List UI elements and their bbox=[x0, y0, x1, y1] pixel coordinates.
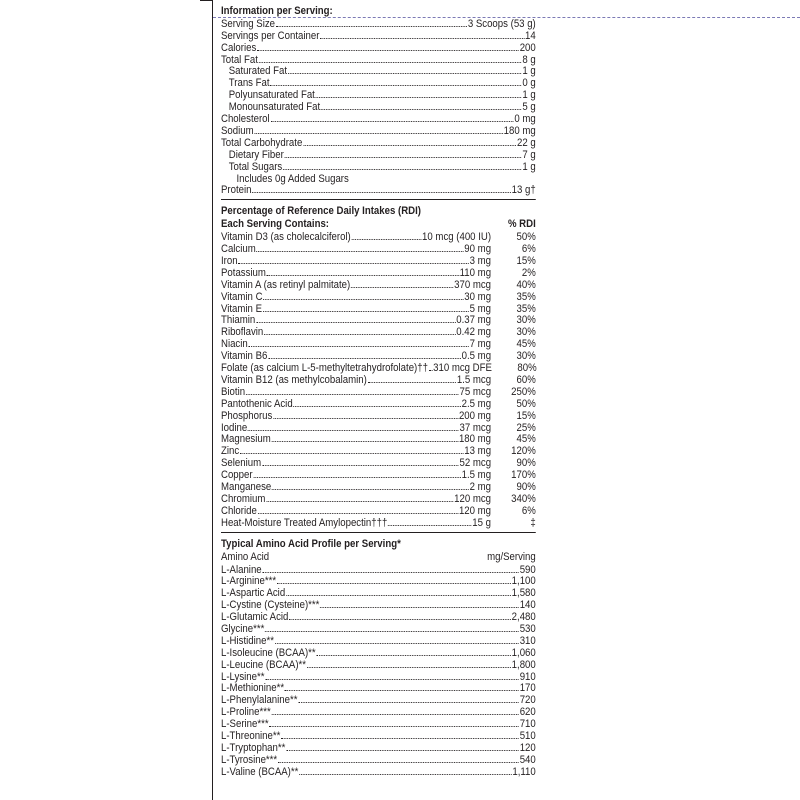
amino-row-name: L-Serine*** bbox=[221, 718, 269, 731]
info-row-value: 8 g bbox=[522, 53, 536, 66]
rdi-row bbox=[221, 493, 536, 505]
amino-row-value: 540 bbox=[519, 753, 536, 766]
rdi-rows bbox=[221, 231, 536, 528]
amino-row-value: 510 bbox=[519, 729, 536, 742]
rdi-row bbox=[221, 386, 536, 398]
leader-dots bbox=[271, 121, 514, 122]
rdi-row bbox=[221, 398, 536, 410]
leader-dots bbox=[278, 762, 519, 763]
rdi-row-pct: 6% bbox=[521, 243, 536, 256]
rdi-row-pct: 90% bbox=[516, 457, 536, 470]
info-row-value: 1 g bbox=[522, 89, 536, 102]
amino-row-name: L-Arginine*** bbox=[221, 575, 277, 588]
info-row-value: 1 g bbox=[522, 65, 536, 78]
rdi-row-name: Chloride bbox=[221, 504, 257, 517]
rdi-row-name: Biotin bbox=[221, 385, 246, 398]
amino-row bbox=[221, 683, 536, 695]
amino-title: Typical Amino Acid Profile per Serving* bbox=[221, 537, 401, 550]
leader-dots bbox=[286, 595, 511, 596]
rdi-title: Percentage of Reference Daily Intakes (RDI) bbox=[221, 205, 421, 218]
leader-dots bbox=[259, 62, 522, 63]
info-row-name: Saturated Fat bbox=[228, 65, 288, 78]
info-row-value: 0 mg bbox=[514, 113, 536, 126]
amino-row bbox=[221, 647, 536, 659]
rdi-row bbox=[221, 291, 536, 303]
leader-dots bbox=[238, 263, 468, 264]
rdi-row bbox=[221, 243, 536, 255]
leader-dots bbox=[307, 667, 511, 668]
amino-header bbox=[221, 551, 536, 564]
rdi-row-pct: 120% bbox=[511, 445, 536, 458]
rdi-row-value: 200 mg bbox=[458, 409, 492, 422]
rdi-row-pct: 45% bbox=[516, 433, 536, 446]
amino-row bbox=[221, 623, 536, 635]
leader-dots bbox=[276, 26, 467, 27]
frame-left-border bbox=[212, 0, 213, 800]
amino-row-value: 140 bbox=[519, 599, 536, 612]
rdi-row-pct: 170% bbox=[511, 469, 536, 482]
rdi-row-name: Pantothenic Acid bbox=[221, 397, 293, 410]
amino-col-header-mg: mg/Serving bbox=[487, 550, 536, 563]
amino-row-value: 590 bbox=[519, 563, 536, 576]
rdi-row-name: Copper bbox=[221, 469, 253, 482]
leader-dots bbox=[368, 382, 456, 383]
amino-row-value: 120 bbox=[519, 741, 536, 754]
leader-dots bbox=[265, 679, 518, 680]
info-row-name: Trans Fat bbox=[228, 77, 270, 90]
amino-row-name: L-Aspartic Acid bbox=[221, 587, 286, 600]
leader-dots bbox=[320, 38, 524, 39]
leader-dots bbox=[272, 489, 469, 490]
rdi-row bbox=[221, 374, 536, 386]
rdi-row-pct: 15% bbox=[516, 409, 536, 422]
rdi-row-name: Phosphorus bbox=[221, 409, 273, 422]
amino-row-value: 620 bbox=[519, 706, 536, 719]
amino-row-name: L-Isoleucine (BCAA)** bbox=[221, 646, 316, 659]
leader-dots bbox=[264, 334, 455, 335]
info-row-name: Total Carbohydrate bbox=[221, 136, 303, 149]
rdi-row bbox=[221, 338, 536, 350]
rdi-row-pct: 35% bbox=[516, 302, 536, 315]
amino-row-value: 1,060 bbox=[511, 646, 536, 659]
amino-row-name: L-Leucine (BCAA)** bbox=[221, 658, 307, 671]
rdi-row-name: Iron bbox=[221, 255, 238, 268]
amino-row bbox=[221, 671, 536, 683]
leader-dots bbox=[272, 441, 458, 442]
info-row-name: Monounsaturated Fat bbox=[228, 101, 321, 114]
rdi-row bbox=[221, 303, 536, 315]
leader-dots bbox=[253, 477, 460, 478]
rdi-row-name: Vitamin C bbox=[221, 290, 263, 303]
amino-row bbox=[221, 730, 536, 742]
leader-dots bbox=[299, 774, 511, 775]
amino-row-value: 170 bbox=[519, 682, 536, 695]
amino-row-value: 1,110 bbox=[512, 765, 536, 778]
rdi-row-name: Thiamin bbox=[221, 314, 256, 327]
rdi-row bbox=[221, 505, 536, 517]
info-row-value: 180 mg bbox=[503, 124, 536, 137]
amino-row bbox=[221, 694, 536, 706]
leader-dots bbox=[263, 572, 519, 573]
rdi-row-value: 75 mcg bbox=[459, 385, 492, 398]
info-row-name: Calories bbox=[221, 41, 257, 54]
info-row bbox=[221, 77, 536, 89]
leader-dots bbox=[285, 157, 522, 158]
rdi-row-value: 370 mcg bbox=[454, 278, 492, 291]
rdi-row bbox=[221, 517, 536, 529]
amino-row-value: 2,480 bbox=[511, 611, 536, 624]
leader-dots bbox=[303, 145, 516, 146]
leader-dots bbox=[281, 738, 519, 739]
leader-dots bbox=[252, 192, 510, 193]
rdi-col-header-nutrient: Each Serving Contains: bbox=[221, 218, 329, 231]
info-row bbox=[221, 101, 536, 113]
info-row-name: Dietary Fiber bbox=[228, 148, 284, 161]
amino-row-name: L-Tryptophan** bbox=[221, 741, 286, 754]
amino-row-value: 1,580 bbox=[511, 587, 536, 600]
info-row-name: Servings per Container bbox=[221, 29, 320, 42]
amino-row-name: L-Methionine** bbox=[221, 682, 285, 695]
leader-dots bbox=[285, 690, 519, 691]
leader-dots bbox=[254, 133, 502, 134]
info-row bbox=[221, 89, 536, 101]
rdi-row-pct: 30% bbox=[516, 326, 536, 339]
info-row bbox=[221, 113, 536, 125]
amino-row-value: 310 bbox=[519, 634, 536, 647]
leader-dots bbox=[258, 513, 458, 514]
rdi-row bbox=[221, 362, 536, 374]
info-row-value: 14 bbox=[525, 29, 536, 42]
supplement-facts-panel bbox=[221, 4, 536, 778]
leader-dots bbox=[388, 525, 471, 526]
rdi-col-header-pct: % RDI bbox=[507, 218, 536, 231]
leader-dots bbox=[288, 73, 522, 74]
leader-dots bbox=[263, 311, 469, 312]
rdi-row bbox=[221, 231, 536, 243]
rdi-row-name: Vitamin B6 bbox=[221, 350, 268, 363]
rdi-row-value: 3 mg bbox=[469, 255, 492, 268]
leader-dots bbox=[316, 97, 522, 98]
rdi-row bbox=[221, 410, 536, 422]
info-row-name: Total Fat bbox=[221, 53, 258, 66]
amino-row-value: 910 bbox=[519, 670, 536, 683]
leader-dots bbox=[351, 287, 453, 288]
amino-row-name: L-Lysine** bbox=[221, 670, 265, 683]
rdi-row-pct: 30% bbox=[516, 350, 536, 363]
protein-row bbox=[221, 184, 536, 196]
rdi-row-name: Magnesium bbox=[221, 433, 271, 446]
rdi-row-name: Riboflavin bbox=[221, 326, 264, 339]
info-row-name: Cholesterol bbox=[221, 113, 270, 126]
amino-row-name: L-Glutamic Acid bbox=[221, 611, 289, 624]
rdi-row-name: Vitamin A (as retinyl palmitate) bbox=[221, 278, 351, 291]
rdi-row-value: 10 mcg (400 IU) bbox=[422, 231, 492, 244]
leader-dots bbox=[321, 109, 521, 110]
leader-dots bbox=[263, 299, 463, 300]
rdi-row-pct: 80% bbox=[517, 362, 537, 375]
rdi-row-value: 37 mcg bbox=[459, 421, 492, 434]
rdi-row-name: Potassium bbox=[221, 266, 266, 279]
rdi-row-value: 0.42 mg bbox=[456, 326, 492, 339]
rdi-row-value: 1.5 mcg bbox=[456, 373, 492, 386]
rdi-row-pct: 45% bbox=[516, 338, 536, 351]
added-sugars-note: Includes 0g Added Sugars bbox=[236, 172, 349, 185]
rdi-row-value: 310 mcg DFE bbox=[433, 362, 492, 375]
rdi-row-pct: 30% bbox=[516, 314, 536, 327]
amino-row bbox=[221, 635, 536, 647]
info-row-value: 22 g bbox=[517, 136, 536, 149]
rdi-row-pct: 25% bbox=[516, 421, 536, 434]
rdi-row-value: 0.37 mg bbox=[456, 314, 492, 327]
rdi-row-name: Zinc bbox=[221, 445, 240, 458]
leader-dots bbox=[277, 583, 511, 584]
info-rows bbox=[221, 18, 536, 173]
rdi-row-pct: 60% bbox=[516, 373, 536, 386]
info-row bbox=[221, 54, 536, 66]
leader-dots bbox=[240, 453, 463, 454]
info-row-value: 1 g bbox=[522, 160, 536, 173]
rdi-row-pct: 90% bbox=[516, 480, 536, 493]
info-row-value: 3 Scoops (53 g) bbox=[467, 17, 536, 30]
amino-row-value: 1,100 bbox=[511, 575, 536, 588]
amino-row-name: L-Tyrosine*** bbox=[221, 753, 278, 766]
rdi-header bbox=[221, 218, 536, 231]
amino-row-name: L-Cystine (Cysteine)*** bbox=[221, 599, 320, 612]
rdi-row-name: Iodine bbox=[221, 421, 248, 434]
rdi-row-pct: 40% bbox=[516, 278, 536, 291]
info-row-value: 5 g bbox=[522, 101, 536, 114]
rdi-row-pct: 250% bbox=[511, 385, 536, 398]
amino-rows bbox=[221, 564, 536, 778]
info-row bbox=[221, 161, 536, 173]
leader-dots bbox=[267, 275, 459, 276]
protein-name: Protein bbox=[221, 184, 252, 197]
rdi-row-value: 52 mcg bbox=[459, 457, 492, 470]
rdi-row-pct: 15% bbox=[516, 255, 536, 268]
rdi-row bbox=[221, 422, 536, 434]
info-row-name: Polyunsaturated Fat bbox=[228, 89, 315, 102]
amino-row bbox=[221, 766, 536, 778]
leader-dots bbox=[268, 358, 461, 359]
leader-dots bbox=[272, 714, 519, 715]
rdi-row bbox=[221, 315, 536, 327]
amino-row bbox=[221, 599, 536, 611]
leader-dots bbox=[257, 50, 519, 51]
protein-value: 13 g† bbox=[511, 184, 536, 197]
rdi-row-value: 5 mg bbox=[469, 302, 492, 315]
rdi-row-pct: 35% bbox=[516, 290, 536, 303]
leader-dots bbox=[248, 430, 459, 431]
rdi-row-value: 7 mg bbox=[469, 338, 492, 351]
leader-dots bbox=[257, 251, 464, 252]
section-rule bbox=[221, 532, 536, 533]
rdi-row bbox=[221, 434, 536, 446]
info-row bbox=[221, 30, 536, 42]
rdi-row bbox=[221, 457, 536, 469]
rdi-row-value: 1.5 mg bbox=[461, 469, 492, 482]
rdi-row-name: Calcium bbox=[221, 243, 256, 256]
leader-dots bbox=[283, 169, 521, 170]
rdi-row-pct: 50% bbox=[516, 231, 536, 244]
rdi-row bbox=[221, 350, 536, 362]
leader-dots bbox=[269, 726, 518, 727]
rdi-row-value: 90 mg bbox=[464, 243, 492, 256]
rdi-row-value: 13 mg bbox=[464, 445, 492, 458]
rdi-row-pct: 6% bbox=[521, 504, 536, 517]
rdi-row-value: 30 mg bbox=[464, 290, 492, 303]
rdi-row bbox=[221, 445, 536, 457]
amino-row-name: L-Histidine** bbox=[221, 634, 274, 647]
amino-row bbox=[221, 587, 536, 599]
amino-row-name: Glycine*** bbox=[221, 622, 265, 635]
rdi-row bbox=[221, 267, 536, 279]
leader-dots bbox=[265, 631, 519, 632]
amino-row-value: 720 bbox=[519, 694, 536, 707]
section-rule bbox=[221, 199, 536, 200]
amino-row bbox=[221, 754, 536, 766]
amino-row-name: L-Alanine bbox=[221, 563, 262, 576]
amino-row-value: 530 bbox=[519, 622, 536, 635]
leader-dots bbox=[270, 85, 521, 86]
rdi-row bbox=[221, 469, 536, 481]
info-row-name: Serving Size bbox=[221, 17, 276, 30]
amino-col-header-acid: Amino Acid bbox=[221, 550, 270, 563]
rdi-row bbox=[221, 481, 536, 493]
amino-row bbox=[221, 718, 536, 730]
rdi-row-name: Niacin bbox=[221, 338, 248, 351]
info-row-value: 7 g bbox=[522, 148, 536, 161]
rdi-row-name: Vitamin D3 (as cholecalciferol) bbox=[221, 231, 351, 244]
amino-row-name: L-Phenylalanine** bbox=[221, 694, 298, 707]
rdi-row-pct: 340% bbox=[511, 492, 536, 505]
leader-dots bbox=[320, 607, 519, 608]
leader-dots bbox=[352, 239, 422, 240]
leader-dots bbox=[249, 346, 469, 347]
amino-row-value: 1,800 bbox=[511, 658, 536, 671]
leader-dots bbox=[429, 370, 432, 371]
info-row bbox=[221, 66, 536, 78]
rdi-row-value: 120 mcg bbox=[454, 492, 492, 505]
info-row bbox=[221, 125, 536, 137]
leader-dots bbox=[317, 655, 511, 656]
leader-dots bbox=[286, 750, 519, 751]
rdi-row-value: 0.5 mg bbox=[461, 350, 492, 363]
rdi-row-name: Heat-Moisture Treated Amylopectin††† bbox=[221, 516, 388, 529]
rdi-row-value: 110 mg bbox=[459, 266, 492, 279]
info-row-name: Sodium bbox=[221, 124, 254, 137]
leader-dots bbox=[266, 501, 453, 502]
amino-row bbox=[221, 706, 536, 718]
leader-dots bbox=[256, 322, 455, 323]
rdi-row-value: 2.5 mg bbox=[461, 397, 492, 410]
rdi-row-pct: ‡ bbox=[530, 516, 536, 529]
rdi-row bbox=[221, 279, 536, 291]
amino-row-name: L-Threonine** bbox=[221, 729, 281, 742]
rdi-row-name: Manganese bbox=[221, 480, 272, 493]
rdi-row-value: 15 g bbox=[472, 516, 492, 529]
rdi-row-value: 2 mg bbox=[469, 480, 492, 493]
rdi-row-name: Selenium bbox=[221, 457, 262, 470]
rdi-row-pct: 50% bbox=[516, 397, 536, 410]
amino-row bbox=[221, 564, 536, 576]
rdi-row-value: 180 mg bbox=[458, 433, 492, 446]
info-row-value: 200 bbox=[519, 41, 536, 54]
rdi-row-name: Chromium bbox=[221, 492, 266, 505]
rdi-row bbox=[221, 326, 536, 338]
amino-row bbox=[221, 611, 536, 623]
info-row-name: Total Sugars bbox=[228, 160, 283, 173]
amino-row bbox=[221, 742, 536, 754]
leader-dots bbox=[246, 394, 459, 395]
amino-row bbox=[221, 659, 536, 671]
amino-row-name: L-Valine (BCAA)** bbox=[221, 765, 299, 778]
rdi-row-pct: 2% bbox=[521, 266, 536, 279]
rdi-row-value: 120 mg bbox=[458, 504, 492, 517]
leader-dots bbox=[262, 465, 459, 466]
rdi-row-name: Vitamin E bbox=[221, 302, 263, 315]
amino-row bbox=[221, 576, 536, 588]
amino-row-value: 710 bbox=[519, 718, 536, 731]
leader-dots bbox=[289, 619, 511, 620]
info-row-value: 0 g bbox=[522, 77, 536, 90]
info-row bbox=[221, 18, 536, 30]
leader-dots bbox=[273, 418, 458, 419]
leader-dots bbox=[298, 702, 518, 703]
rdi-row-name: Vitamin B12 (as methylcobalamin) bbox=[221, 373, 367, 386]
leader-dots bbox=[294, 406, 461, 407]
info-row bbox=[221, 42, 536, 54]
amino-row-name: L-Proline*** bbox=[221, 706, 271, 719]
leader-dots bbox=[275, 643, 519, 644]
info-row bbox=[221, 149, 536, 161]
info-title: Information per Serving: bbox=[221, 5, 333, 17]
info-row bbox=[221, 137, 536, 149]
rdi-row bbox=[221, 255, 536, 267]
rdi-row-name: Folate (as calcium L-5-methyltetrahydrofolate)†† bbox=[221, 362, 428, 375]
